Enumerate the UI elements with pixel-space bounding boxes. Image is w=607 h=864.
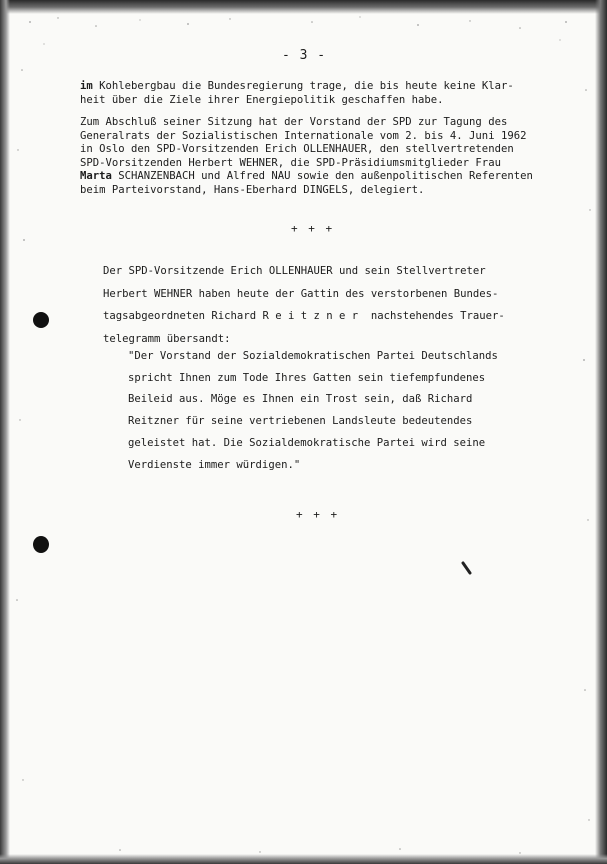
scan-border-bottom	[0, 854, 607, 864]
paragraph-1-lead-word: im	[80, 80, 93, 92]
scan-border-right	[595, 0, 607, 864]
paragraph-1-line-2: heit über die Ziele ihrer Energiepolitik geschaffen habe.	[80, 93, 444, 106]
paragraph-2-line-2: Generalrats der Sozialistischen Internationale vom 2. bis 4. Juni 1962	[80, 129, 527, 142]
punch-hole-lower	[33, 536, 49, 553]
quote-line-2: spricht Ihnen zum Tode Ihres Gatten sein tiefempfundenes	[128, 371, 486, 384]
paragraph-1-line-1: Kohlebergbau die Bundesregierung trage, die bis heute keine Klar-	[92, 80, 514, 92]
paragraph-3-line-4: telegramm übersandt:	[103, 332, 231, 345]
paragraph-condolence-intro	[103, 260, 505, 350]
punch-hole-upper	[33, 312, 49, 328]
paragraph-2-line-5: SCHANZENBACH und Alfred NAU sowie den außenpolitischen Referenten	[111, 170, 533, 183]
quote-line-6: Verdienste immer würdigen."	[128, 458, 301, 471]
paragraph-2-line-3: in Oslo den SPD-Vorsitzenden Erich OLLENHAUER, den stellvertretenden	[80, 143, 514, 156]
quote-line-1: "Der Vorstand der Sozialdemokratischen Partei Deutschlands	[128, 350, 498, 362]
paragraph-2-line-4: SPD-Vorsitzenden Herbert WEHNER, die SPD-Präsidiumsmitglieder Frau	[80, 156, 501, 169]
telegram-quote	[128, 346, 498, 476]
scan-border-top	[0, 0, 607, 14]
paragraph-3-line-2: Herbert WEHNER haben heute der Gattin des verstorbenen Bundes-	[103, 287, 499, 300]
paragraph-2-line-5-lead: Marta	[80, 170, 112, 183]
paragraph-3-line-1: Der SPD-Vorsitzende Erich OLLENHAUER und sein Stellvertreter	[103, 265, 486, 277]
paragraph-delegation	[80, 116, 533, 198]
page-number: - 3 -	[282, 48, 327, 63]
paragraph-energy-policy	[80, 80, 514, 107]
quote-line-5: geleistet hat. Die Sozialdemokratische Partei wird seine	[128, 436, 486, 449]
quote-line-4: Reitzner für seine vertriebenen Landsleute bedeutendes	[128, 415, 473, 428]
separator-2: + + +	[296, 508, 340, 521]
paragraph-2-line-1: Zum Abschluß seiner Sitzung hat der Vorstand der SPD zur Tagung des	[80, 116, 508, 128]
quote-line-3: Beileid aus. Möge es Ihnen ein Trost sein, daß Richard	[128, 393, 473, 406]
separator-1: + + +	[291, 222, 335, 235]
paragraph-2-line-6: beim Parteivorstand, Hans-Eberhard DINGELS, delegiert.	[80, 183, 425, 196]
scan-border-left	[0, 0, 10, 864]
paragraph-3-line-3: tagsabgeordneten Richard R e i t z n e r nachstehendes Trauer-	[103, 310, 505, 322]
